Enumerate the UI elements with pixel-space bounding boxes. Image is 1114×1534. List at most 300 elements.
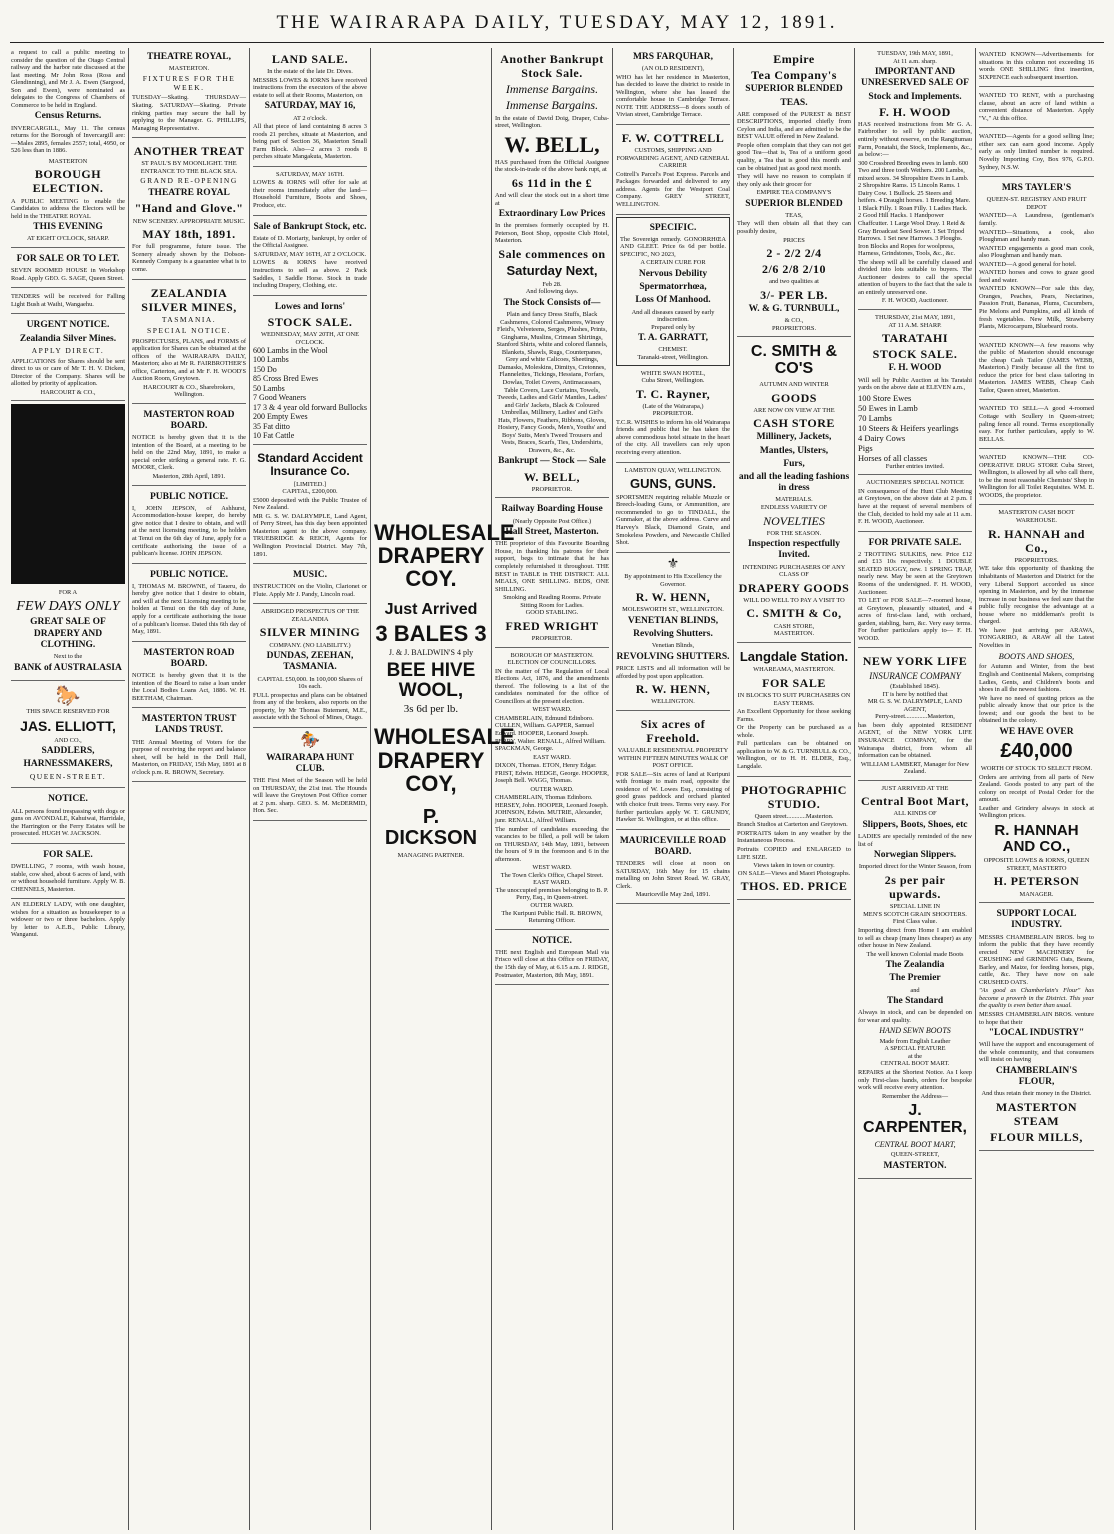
freehold-title: Six acres of Freehold. [640, 716, 706, 746]
turnbull: W. & G. TURNBULL, [748, 304, 840, 315]
masthead: THE WAIRARAPA DAILY, TUESDAY, MAY 12, 1891. [276, 12, 838, 33]
column-1 [8, 48, 129, 1530]
auctioneer-body: IN consequence of the Hunt Club Meeting at Greytown, on the above date at 2 p.m. I have at the request of several members of the Club, decided to hold my sale at 11 a.m. F. H. WOOD, Auctioneer. [858, 487, 972, 526]
furs: Furs, [783, 458, 805, 469]
wanted-text-12: WANTED KNOWN—THE CO-OPERATIVE DRUG STORE Cuba Street, Wellington, is allowed by all who call there, to be the most reasonable Chemists' Shop in Wellington for all Toilet Requisites. WM. E. WOODS, the proprietor. [979, 454, 1094, 499]
hannah-opposite: OPPOSITE LOWES & IORNS, QUEEN STREET, MASTERTO [983, 857, 1090, 872]
endless: ENDLESS VARIETY OF [760, 504, 828, 511]
taratahi: TARATAHI [881, 331, 948, 346]
zealandia-silver: ZEALANDIA SILVER MINES, [141, 285, 237, 314]
harnessmakers: HARNESSMAKERS, [23, 759, 113, 770]
elliott-co: AND CO., [54, 736, 82, 744]
elliott-name: JAS. ELLIOTT, [20, 717, 116, 734]
election-town: MASTERTON [48, 157, 88, 165]
flour-mills: FLOUR MILLS, [990, 1130, 1083, 1145]
fixtures-body: TUESDAY—Skating. THURSDAY—Skating. SATURDAY—Skating. Private rinking parties may secure the hall by applying to the Manager. G. PHILLIPS, Managing Representative. [132, 94, 246, 132]
mauriceville-body: TENDERS will close at noon on SATURDAY, 16th May for 15 chains metalling on John Street Road. W. GRAY, Clerk. [616, 860, 730, 890]
wholesale-title: WHOLESALE DRAPERY COY. [374, 520, 515, 592]
column-container [8, 48, 1108, 1530]
bankrupt-ad [253, 218, 367, 296]
lady-ad: AN ELDERLY LADY, with one daughter, wishes for a situation as housekeeper to a widower or two or three bachelors. Apply by letter to A.E.B., Public Library, Wanganui. [11, 901, 125, 939]
taratahi-list-item: Horses of all classes [858, 452, 928, 463]
wool-price: 3s 6d per lb. [403, 703, 459, 716]
auctioneer-notice-ad [858, 477, 972, 531]
bm-first-class: First Class value. [892, 918, 938, 926]
guns-body: SPORTSMEN requiring reliable Muzzle or Breech-loading Guns, or Ammunition, are recommended to go to TINDALL, the Gunmaker, at the above address. Curve and Harvey's Black, Diamond Grain, and Smokeless Powders, and Newcastle Chilled Shot. [616, 493, 730, 547]
sale-let-title: FOR SALE OR TO LET. [16, 254, 120, 265]
borough-ad [495, 650, 609, 930]
east-place: The unoccupied premises belonging to B. P. Perry, Esq., in Queen-street. [495, 886, 609, 902]
may-18: MAY 18th, 1891. [142, 227, 236, 242]
stock-list-item: 10 Fat Cattle [253, 430, 295, 440]
freehold-valuable: VALUABLE RESIDENTIAL PROPERTY WITHIN FIFTEEN MINUTES WALK OF POST OFFICE. [617, 747, 729, 770]
wanted-ad-10 [979, 339, 1094, 401]
browne-title: PUBLIC NOTICE. [149, 569, 229, 580]
masterton-steam: MASTERTON STEAM [995, 1099, 1078, 1129]
lowes-iorns: Lowes and Iorns' [274, 301, 346, 312]
henn-ad [616, 555, 730, 711]
henn-venetian-2: Venetian Blinds, [651, 642, 695, 650]
henn-revolving-2: REVOLVING SHUTTERS. [616, 651, 730, 662]
novelties: NOVELTIES [763, 513, 825, 528]
wood-body: HAS received instructions from Mr G. A. Fairbrother to sell by public auction, entirely without reserve, on the Rangitumau Farm, Ponatahi, the Stock, Implements, &c., as below:— [858, 120, 972, 159]
trespass-body: ALL persons found trespassing with dogs or guns on AVONDALE, Kahuiwai, Harridale, the Harrington or the Ferry Estates will be prosecuted. HUGH W. JACKSON. [11, 807, 125, 838]
nyl-dalrymple: MR G. S. W. DALRYMPLE, LAND AGENT, [867, 698, 963, 713]
for-a: FOR A [58, 589, 78, 597]
tenders-text: TENDERS will be received for Falling Light Bush at Waihi, Wangaehu. [11, 293, 125, 308]
mantles: Mantles, Ulsters, [759, 445, 829, 456]
browne-ad [132, 566, 246, 642]
teas-2: TEAS, [785, 211, 803, 219]
tenders-ad [11, 290, 125, 314]
photo-ad [737, 779, 851, 901]
bm-just-arrived: JUST ARRIVED AT THE [881, 784, 949, 792]
cottrell-title: F. W. COTTRELL [621, 131, 725, 146]
bell-title: Another Bankrupt Stock Sale. [500, 52, 604, 81]
stock-consists: The Stock Consists of— [503, 297, 601, 308]
stock-list-item: 150 Do [253, 364, 277, 374]
music-title: MUSIC. [292, 570, 328, 581]
guns-ad [616, 465, 730, 553]
full-prospectus: FULL prospectus and plans can be obtained from any of the brokers, also reports on the property, by Mr Thomas Butement, M.E., associate with the School of Mines, Otago. [253, 691, 367, 722]
masthead-rule [10, 42, 1104, 43]
taratahi-further: Further entries invited. [885, 462, 945, 470]
superior-2: SUPERIOR BLENDED [745, 198, 843, 209]
empire: Empire [773, 52, 815, 66]
theatre-title: THEATRE ROYAL, [147, 52, 231, 62]
treat-ad [132, 140, 246, 279]
cash-store: CASH STORE [753, 416, 835, 431]
farquhar-old: (AN OLD RESIDENT), [641, 65, 705, 73]
photo-queen: Queen street............Masterton. [754, 812, 834, 820]
silver-mining: SILVER MINING [259, 625, 361, 640]
bm-at-the: at the [907, 1052, 923, 1060]
bell-ad [495, 48, 609, 498]
stock-list-item: 100 Lambs [253, 355, 289, 365]
hannah-ad [979, 507, 1094, 903]
empire-tea-ad [737, 48, 851, 337]
zealandia-mines-ad [132, 282, 246, 404]
bell-low: Extraordinary Low Prices [498, 209, 606, 220]
intro-text: a request to call a public meeting to consider the question of the Otago Central railway and the harbor rate discussed at the last meeting. Mr John Ross (Ross and Glendinning), and Mr J. A. Ewen (Sargood, Son and Ewen), were nominated as delegates to the Congress of Chambers of Commerce to be held in England. [11, 49, 125, 109]
trust-body: THE Annual Meeting of Voters for the purpose of receiving the report and balance sheet, will be held in the Drill Hall, Masterton, on FRIDAY, 15th May, 1891 at 8 o'clock p.m. R. BROWN, Secretary. [132, 738, 246, 776]
theatre-ad [132, 48, 246, 138]
local-industry: "LOCAL INDUSTRY" [988, 1028, 1085, 1039]
nyl-notified: IT is here by notified that [882, 690, 948, 698]
standard-deposit: £5000 deposited with the Public Trustee of New Zealand. [253, 496, 367, 512]
standard-limited: [LIMITED.] [293, 480, 327, 488]
column-4 [371, 48, 515, 1530]
wood-stock-impl: Stock and Implements. [868, 91, 962, 102]
tea-company: Tea Company's [751, 68, 837, 83]
stock-list-item: 85 Cross Bred Ewes [253, 374, 319, 384]
beehive-wool: BEE HIVE WOOL, [386, 659, 476, 701]
wbell-2: W. BELL, [524, 469, 580, 484]
bm-and: and [910, 986, 920, 994]
hand-glove: "Hand and Glove." [134, 201, 244, 216]
farquhar-title: MRS FARQUHAR, [632, 52, 714, 62]
tea-body-4: They will then obtain all that they can possibly desire, [737, 220, 851, 236]
tayler-ad [979, 179, 1094, 337]
nyl-insurance: INSURANCE COMPANY [869, 670, 961, 681]
land-desc: All that piece of land containing 8 acres 3 roods 21 perches, situate at Masterton, and being part of Section 36, Masterton Small Farm Block. Also—2 acres 3 roods 8 perches situate Mangakuta, Masterton. [253, 123, 367, 161]
prospectus-ad [253, 606, 367, 727]
tea-body-2: People often complain that they can not get good Tea—that is, Tea of a uniform good quality, a Tea that is good this month and can be obtained just as good next month. [737, 141, 851, 172]
diseases: And all diseases caused by early indiscretion. [631, 308, 715, 324]
farquhar-ad [616, 48, 730, 125]
taratahi-date: THURSDAY, 21st MAY, 1891, [875, 313, 955, 321]
bankrupt-body: Estate of D. Moriarty, bankrupt, by order of the Official Assignee. [253, 234, 367, 250]
private-title: FOR PRIVATE SALE. [868, 537, 962, 548]
bell-price: 6s 11d in the £ [511, 175, 593, 190]
treat-body: For full programme, future issue. The Scenery already shown by the Dobson-Kennedy Company is a guarantee what is to come. [132, 243, 246, 273]
wanted-ad-12 [979, 451, 1094, 505]
freehold-ad [616, 713, 730, 830]
loss-manhood: Loss Of Manhood. [635, 295, 711, 306]
zealandia-title: Zealandia Silver Mines. [19, 333, 117, 344]
certain-cure: A CERTAIN CURE FOR [640, 259, 706, 267]
column-8 [855, 48, 976, 1530]
silver-company: COMPANY. (NO LIABILITY.) [269, 641, 351, 649]
grand-reopening: GRAND RE-OPENING [140, 176, 238, 186]
immense-1: Immense Bargains. [505, 82, 599, 97]
land-sale-date: SATURDAY, MAY 16, [264, 101, 356, 112]
bell-estate: In the estate of David Doig, Draper, Cuba-street, Wellington. [495, 114, 609, 130]
standard-ad [253, 447, 367, 564]
land-sale-title: LAND SALE. [271, 52, 349, 66]
swan-street: Cuba Street, Wellington. [641, 377, 705, 385]
saturday-next: Saturday Next, [506, 263, 598, 279]
stock-list-item: 50 Lambs [253, 383, 285, 393]
intending: INTENDING PURCHASERS OF ANY CLASS OF [742, 563, 846, 579]
nyl-established: (Established 1845). [890, 683, 940, 691]
now-on: ARE NOW ON VIEW AT THE [753, 406, 835, 414]
taratahi-stock: STOCK SALE. [872, 347, 958, 362]
road-board-date: Masterton, 28th April, 1891. [152, 473, 226, 481]
stock-list-item: 600 Lambs in the Wool [253, 346, 328, 356]
land-sale-time: AT 2 o'clock. [293, 114, 327, 122]
hannah-hold: WE HAVE OVER [999, 726, 1074, 737]
sale-let-ad [11, 250, 125, 288]
opportunity: An Excellent Opportunity for those seeking Farms. [737, 708, 851, 723]
taratahi-body: Will sell by Public Auction at his Taratahi yards on the above date at ELEVEN a.m., [858, 376, 972, 392]
empire-2: EMPIRE TEA COMPANY'S [756, 189, 832, 197]
inspection: Inspection respectfully Invited. [748, 539, 840, 561]
special-notice: SPECIAL NOTICE. [147, 325, 231, 335]
guns-title: GUNS, GUNS. [630, 476, 716, 492]
chamberlain-body: MESSRS CHAMBERLAIN BROS. beg to inform the public that they have recently erected NEW MACHINERY for CRUSHING and GRINDING Oats, Beans, Barley, and Maize, for feeding horses, pigs, cattle, &c. They have now on sale CRUSHED OATS. [979, 933, 1094, 986]
wbell: W. BELL, [504, 131, 600, 157]
hannah-no-need: We have no need of quoting prices as the public already know that our price is the lowest; and our goods the best to be obtained in the colony. [979, 694, 1094, 725]
horse-logo-icon: 🐎 [55, 684, 81, 707]
farquhar-body: WHO has let her residence in Masterton, has decided to leave the district to reside in Wellington, where she has leased the comfortable house in Cambridge Terrace. NOTE THE ADDRESS—8 doors south of Vivian street, Cambridge Terrace. [616, 73, 730, 119]
henn-appointment: By appointment to His Excellency the Governor. [624, 573, 722, 588]
hannah-name: R. HANNAH and Co., [988, 526, 1085, 555]
specific-body: The Sovereign remedy. GONORRHŒA AND GLEET. Price 6s 6d per bottle. SPECIFIC, NO 2023, [620, 235, 726, 258]
loan-body: NOTICE is hereby given that it is the intention of the Board to raise a loan under the Local Bodies Loans Act, 1886. W. H. BEETHAM, Chairman. [132, 672, 246, 702]
bankrupt-title: Sale of Bankrupt Stock, etc. [253, 221, 367, 232]
taratahi-list-item: 10 Steers & Heifers yearlings [858, 422, 959, 433]
stpauls: ST PAUL'S BY MOONLIGHT. THE ENTRANCE TO THE BLACK SEA. [140, 160, 238, 175]
thos-price: THOS. ED. PRICE [740, 879, 848, 894]
bm-zealandia: The Zealandia [885, 960, 945, 971]
dwelling-ad [11, 846, 125, 899]
lowes-stock-sale: STOCK SALE. [267, 314, 353, 329]
poll-text: The number of candidates exceeding the vacancies to be filled, a poll will be taken on THURSDAY, 14th May, 1891, between the hours of 9 in the forenoon and 6 in the afternoon. [495, 825, 609, 863]
wanted-text-1: WANTED KNOWN—Advertisements for situations in this column not exceeding 16 words ONE SHILLING first insertion, SIXPENCE each subsequent insertion. [979, 51, 1094, 81]
bm-standard: The Standard [886, 996, 944, 1007]
rayner-late: (Late of the Wairarapa,) [642, 402, 704, 410]
swan-ad [616, 368, 730, 463]
wanted-ad-3 [979, 130, 1094, 177]
hannah-autumn: for Autumn and Winter, from the best English and Continental Makers, comprising Ladies, Gents, and Children's boots and shoes in all the newest fashions. [979, 663, 1094, 694]
price-row-2: 2/6 2/8 2/10 [761, 262, 826, 277]
millinery: Millinery, Jackets, [756, 432, 832, 443]
csmith-town: MASTERTON. [773, 630, 815, 638]
column-7 [734, 48, 855, 1530]
garratt: T. A. GARRATT, [638, 333, 708, 344]
mauriceville-date: Mauriceville May 2nd, 1891. [635, 891, 711, 899]
stock-list-item: 35 Fat ditto [253, 421, 290, 431]
hunt-ad [253, 730, 367, 821]
mail-title: NOTICE. [532, 935, 572, 946]
price-row-3: 3/- PER LB. [760, 287, 828, 302]
taratahi-list [858, 393, 972, 463]
cash-store-2: CASH STORE, [773, 622, 815, 630]
specific-title: SPECIFIC. [649, 222, 697, 233]
lease: Or the Property can be purchased as a whole. [737, 724, 851, 739]
wanted-text-2: WANTED TO RENT, with a purchasing clause, about an acre of land within a convenient distance of Masterton. Apply "V.," At this office. [979, 92, 1094, 122]
land-sale-lowes: MESSRS LOWES & IORNS have received instructions from the executors of the above estate to sell at their Rooms, Masterton, on [253, 76, 367, 99]
autumn: AUTUMN AND WINTER [759, 381, 829, 389]
few-days: FEW DAYS ONLY [16, 598, 120, 614]
guns-address: LAMBTON QUAY, WELLINGTON. [624, 466, 722, 474]
bm-masterton: MASTERTON. [883, 1160, 947, 1171]
theatre-title-2: THEATRE ROYAL [148, 188, 230, 199]
bm-central: Central Boot Mart, [861, 794, 969, 809]
taratahi-list-item: 100 Store Ewes [858, 392, 912, 403]
wanted-ad-2 [979, 89, 1094, 128]
prepared: Prepared only by [651, 323, 695, 331]
wood-date: TUESDAY, 19th MAY, 1891, [877, 50, 953, 57]
bm-feature: A SPECIAL FEATURE [884, 1045, 946, 1053]
elliott-street: QUEEN-STREET. [29, 771, 107, 781]
loan-ad [132, 644, 246, 709]
election-body: A PUBLIC MEETING to enable the Candidates to address the Electors will be held in the THEATRE ROYAL [11, 197, 125, 220]
furniture-date: SATURDAY, MAY 16TH. [275, 170, 345, 178]
bm-hand-sewn: HAND SEWN BOOTS [879, 1026, 951, 1036]
elliott-ad [11, 683, 125, 789]
bm-price: 2s per pair upwards. [884, 873, 946, 902]
bell-clear: And will clear the stock out in a short time at [495, 192, 609, 207]
bm-grain: MEN'S SCOTCH GRAIN SHOOTERS. [863, 910, 967, 918]
railway-body: THE proprietor of this Favourite Boarding House, in thanking his patrons for their support, begs to intimate that he has completely refurnished it throughout. THE BEST in TABLE in THE DISTRICT. ALL MEALS, ONE SHILLING. BEDS, ONE SHILLING. [495, 540, 609, 593]
wholesale-title-2: WHOLESALE DRAPERY COY, [374, 724, 515, 796]
stock-list-item: 7 Good Weaners [253, 393, 306, 403]
henn-venetian: VENETIAN BLINDS, [627, 615, 719, 626]
column-6 [613, 48, 734, 1530]
sale-commences: Sale commences on [498, 247, 606, 261]
henn-price-lists: PRICE LISTS and all information will be afforded by post upon application. [616, 665, 730, 680]
bm-cbm: CENTRAL BOOT MART. [880, 1060, 950, 1068]
bankrupt-lowes: LOWES & IORNS have received instructions to sell as above. 2 Pack Saddles, 1 Saddle Horse. Stock in trade including Drapery, Clothing, etc. [253, 259, 367, 290]
tea-body-1: ARE composed of the PUREST & BEST DESCRIPTIONS, imported chiefly from Ceylon and India, and are admitted to be the BEST VALUE offered in New Zealand. [737, 110, 851, 141]
following-days: And following days. [525, 288, 579, 296]
season: FOR THE SEASON. [766, 529, 822, 537]
wanted-text-7: WANTED—A good general for hotel. [979, 260, 1077, 268]
next-to: Next to the [53, 653, 83, 661]
to-let: TO LET or FOR SALE—7-roomed house, at Greytown, pleasantly situated, and 4 acres of first-class land, with orchard, garden, stabling, barn, &c. Very easy terms. For further particulars apply to— F. H. WOOD. [858, 597, 972, 642]
outer-names: CHAMBERLAIN, Thomas Edinboro. HERSEY, John. HOOPER, Leonard Joseph. JOHNSON, Edwin. MUTRIE, Alexander, junr. RENALL, Alfred William. [495, 794, 609, 824]
bell-proprietor: PROPRIETOR. [531, 485, 573, 493]
photo-portraits: PORTRAITS taken in any weather by the Instantaneous Process. [737, 829, 851, 845]
seven-rooms-text: SEVEN ROOMED HOUSE in Workshop Road. Apply GEO. G. SAGE, Queen Street. [11, 267, 125, 282]
theatre-town: MASTERTON. [168, 65, 210, 73]
applications-text: APPLICATIONS for Shares should be sent direct to us or care of Mr T. H. V. Dicken, Director of the Company. Shares will be allotted by priority of application. [11, 357, 125, 388]
photo-branch: Branch Studios at Carterton and Greytown. [737, 821, 848, 829]
east-names: DIXON, Thomas. ETON, Henry Edgar. FRIST, Edwin. HEDGE, George. HOOPER, Joseph Bell. WAGG, Thomas. [495, 762, 609, 785]
wood-list: 300 Crossbred Breeding ewes in lamb. 600 Two and three tooth Wethers. 200 Lambs, mixed sexes. 34 Shropshire Ewes in Lamb. 2 Shropshire Rams. 15 Lincoln Rams. 1 Dairy Cow. 1 Bullock. 25 Steers and heifers. 4 Draught horses. 1 Breeding Mare. 1 Black Filly. 1 Roan Filly. 1 Ladies Hack. 2 Good Hill Hacks. 1 Handpower Chaffcutter. 1 Large Wool Dray. 1 Reid & Gray Broadcast Seed Sower. 1 Set Tripod Harrows. 1 Set new Harrows. 3 Ploughs. Iron Blocks and Ropes for woolpress, Harness, Grindstones, Tools, &c., &c. [858, 159, 971, 258]
taratahi-wood: F. H. WOOD [888, 363, 942, 374]
chamberlain-messrs: MESSRS CHAMBERLAIN BROS. venture to hope that their [979, 1011, 1094, 1026]
trespass-ad [11, 790, 125, 843]
bankrupt-date: SATURDAY, MAY 16TH, AT 2 O'CLOCK. [253, 250, 367, 258]
railway-hall: Hall Street, Masterton. [505, 527, 599, 538]
hannah-amount: £40,000 [1000, 740, 1073, 763]
west-names: CHAMBERLAIN, Edmund Edinboro. CULLEN, William. GAPPER, Samuel Edward. HOOPER, Leonard Joseph. PERRY, Walter. RENALL, Alfred William. SPACKMAN, George. [495, 714, 606, 753]
csmith-ad [737, 339, 851, 642]
election-ad [11, 156, 125, 248]
wood-important: IMPORTANT AND UNRESERVED SALE OF [861, 67, 969, 89]
bm-repairs: REPAIRS at the Shortest Notice. As I keep only First-class hands, orders for bespoke work will receive every attention. [858, 1069, 972, 1092]
managing-partner: MANAGING PARTNER. [397, 851, 465, 859]
bm-all-kinds: ALL KINDS OF [893, 810, 937, 818]
jepson-title: PUBLIC NOTICE. [149, 491, 229, 502]
bm-cbm-2: CENTRAL BOOT MART, [874, 1139, 956, 1149]
hannah-proprietors: PROPRIETORS. [1014, 556, 1059, 564]
whareama: WHAREAMA, MASTERTON. [753, 666, 835, 674]
mauriceville-ad [616, 832, 730, 904]
langdale-for-sale: FOR SALE [762, 675, 826, 690]
taratahi-ad [858, 312, 972, 475]
langdale-ad [737, 645, 851, 777]
bm-always: Always in stock, and can be depended on for wear and quality. [858, 1009, 972, 1024]
taratahi-list-item: 4 Dairy Cows [858, 432, 906, 443]
great-sale: GREAT SALE OF DRAPERY AND CLOTHING. [30, 617, 106, 650]
henn-revolving: Revolving Shutters. [633, 629, 713, 640]
dwelling-title: FOR SALE. [43, 849, 93, 860]
tayler-registry: QUEEN-ST. REGISTRY AND FRUIT DEPOT [986, 196, 1087, 211]
harcourt-sign-2: HARCOURT & CO., Sharebrokers, Wellington. [143, 383, 235, 399]
capital-2: CAPITAL £50,000. In 100,000 Shares of 10s each. [257, 675, 363, 691]
redacted-block [11, 404, 125, 584]
borough-title: BOROUGH OF MASTERTON. [510, 651, 594, 659]
bm-premier: The Premier [889, 973, 941, 984]
councillors-title: ELECTION OF COUNCILLORS. [507, 659, 597, 667]
column-2 [129, 48, 250, 1530]
henn-name: R. W. HENN, [635, 590, 711, 605]
dickson: P. DICKSON [384, 805, 478, 849]
east-poll: EAST WARD. [533, 879, 571, 887]
photo-copied: Portraits COPIED and ENLARGED to LIFE SIZE. [737, 846, 851, 861]
henn-wellington: WELLINGTON. [651, 698, 695, 706]
materials: MATERIALS. [775, 496, 813, 504]
price-row-1: 2 - 2/2 2/4 [766, 246, 822, 261]
wanted-text-11: WANTED TO SELL—A good 4-roomed Cottage with Scullery in Queen-street; paling fence all round. Terms exceptionally easy. For further particulars, apply to W. BELLAS. [979, 405, 1094, 443]
hunt-body: THE First Meet of the Season will be held on THURSDAY, the 21st inst. The Hounds will leave the Greytown Post Office corner at 2 p.m. sharp. GEO. S. M. McDERMID, Hon. Sec. [253, 777, 367, 815]
bell-purchased: HAS purchased from the Official Assignee the stock-in-trade of the above bank rupt, at [495, 158, 609, 174]
boot-mart-ad [858, 783, 972, 1179]
hannah-body: WE take this opportunity of thanking the inhabitants of Masterton and District for the very Liberal Support accorded us since opening in Masterton, and by the immense increase in our business we feel sure that the public fully recognise the advantage at a house where no middleman's profit is charged. [979, 565, 1094, 626]
superior-blended: SUPERIOR BLENDED [745, 84, 843, 95]
standard-dalrymple: MR G. S. W. DALRYMPLE, Land Agent, of Perry Street, has this day been appointed Masterton agent to the above company. TRUEBRIDGE & REICH, Agents for Wellington Provincial District. May 7th, 1891. [253, 512, 367, 558]
jepson-body: I, JOHN JEPSON, of Ashhurst, Accommodation-house keeper, do hereby give notice that I desire to obtain, and will at the next licensing meeting, to be holden at Tenui on the 6th day of June, apply for a certificate authorising the issue of a publican's license. JOHN JEPSON. [132, 504, 246, 558]
langdale: Langdale Station. [739, 648, 849, 664]
prices-label: PRICES [783, 236, 805, 244]
turnbull-co: & CO., [784, 317, 804, 325]
wanted-text-3: WANTED—Agents for a good selling line; either sex can earn good income. Apply early as only limited number is required. Novelty Importing Coy, Box 976, G.P.O. Sydney, N.S.W. [979, 133, 1094, 171]
music-body: INSTRUCTION on the Violin, Clarionet or Flute. Apply Mr J. Pandy, Lincoln road. [253, 583, 367, 598]
urgent-ad [11, 316, 125, 401]
bm-carpenter: J. CARPENTER, [862, 1102, 967, 1137]
another-treat: ANOTHER TREAT [133, 144, 245, 159]
wanted-text-4: WANTED—A Laundress, (gentleman's family. [979, 212, 1094, 227]
drapery-goods: DRAPERY GOODS [738, 580, 850, 595]
standard-title: Standard Accident Insurance Co. [257, 451, 363, 479]
bm-imported: Imported direct for the Winter Season, from [858, 863, 972, 871]
hunt-title: WAIRARAPA HUNT CLUB. [266, 752, 354, 774]
wood-body-2: The sheep will all be carefully classed and divided into lots suitable to buyers. The Auctioneer desires to call the special attention of buyers to the fact that the sale is an entirely unreserved one. [858, 258, 972, 296]
stock-list-item: 200 Empty Ewes [253, 412, 308, 422]
census-body: INVERCARGILL, May 11. The census returns for the Borough of Invercargill are:—Males 2895, females 2557; total, 4950, or 526 less than in 1886. [11, 124, 125, 155]
teas: TEAS. [780, 97, 808, 108]
chamberlain-retain: And thus retain their money in the District. [981, 1090, 1092, 1098]
road-board-body: NOTICE is hereby given that it is the intention of the Board, at a meeting to be held on the 22nd May, 1891, to make a special order striking a general rate. F. G. MOORE, Clerk. [132, 434, 246, 472]
fred-wright: FRED WRIGHT [505, 618, 599, 633]
scenery: NEW SCENERY. APPROPRIATE MUSIC. [132, 217, 246, 225]
taratahi-time: AT 11 A.M. SHARP. [888, 321, 942, 329]
furniture-body: LOWES & IORNS will offer for sale at their rooms immediately after the land—Household Furniture, Boots and Shoes, Produce, etc. [253, 179, 367, 210]
column-9 [976, 48, 1097, 1530]
wanted-ad-1 [979, 48, 1094, 87]
support-local: SUPPORT LOCAL INDUSTRY. [996, 909, 1077, 931]
census-heading: Census Returns. [34, 111, 102, 122]
hannah-name-2: R. HANNAH AND CO., [994, 821, 1079, 855]
tea-body-3: They will have no reason to complain if they only ask their grocer for [737, 173, 851, 188]
chamberlain-ad [979, 905, 1094, 1151]
fashions: and all the leading fashions in dress [738, 472, 850, 494]
prospectuses: PROSPECTUSES, PLANS, and FORMS of application for Shares can be obtained at the offices of the WAIRARAPA DAILY, Masterton; also at Mr R. FAIRBROTHER'S office, Carterton, and at Mr F. H. WOOD'S Auction Room, Greytown. [132, 337, 246, 383]
